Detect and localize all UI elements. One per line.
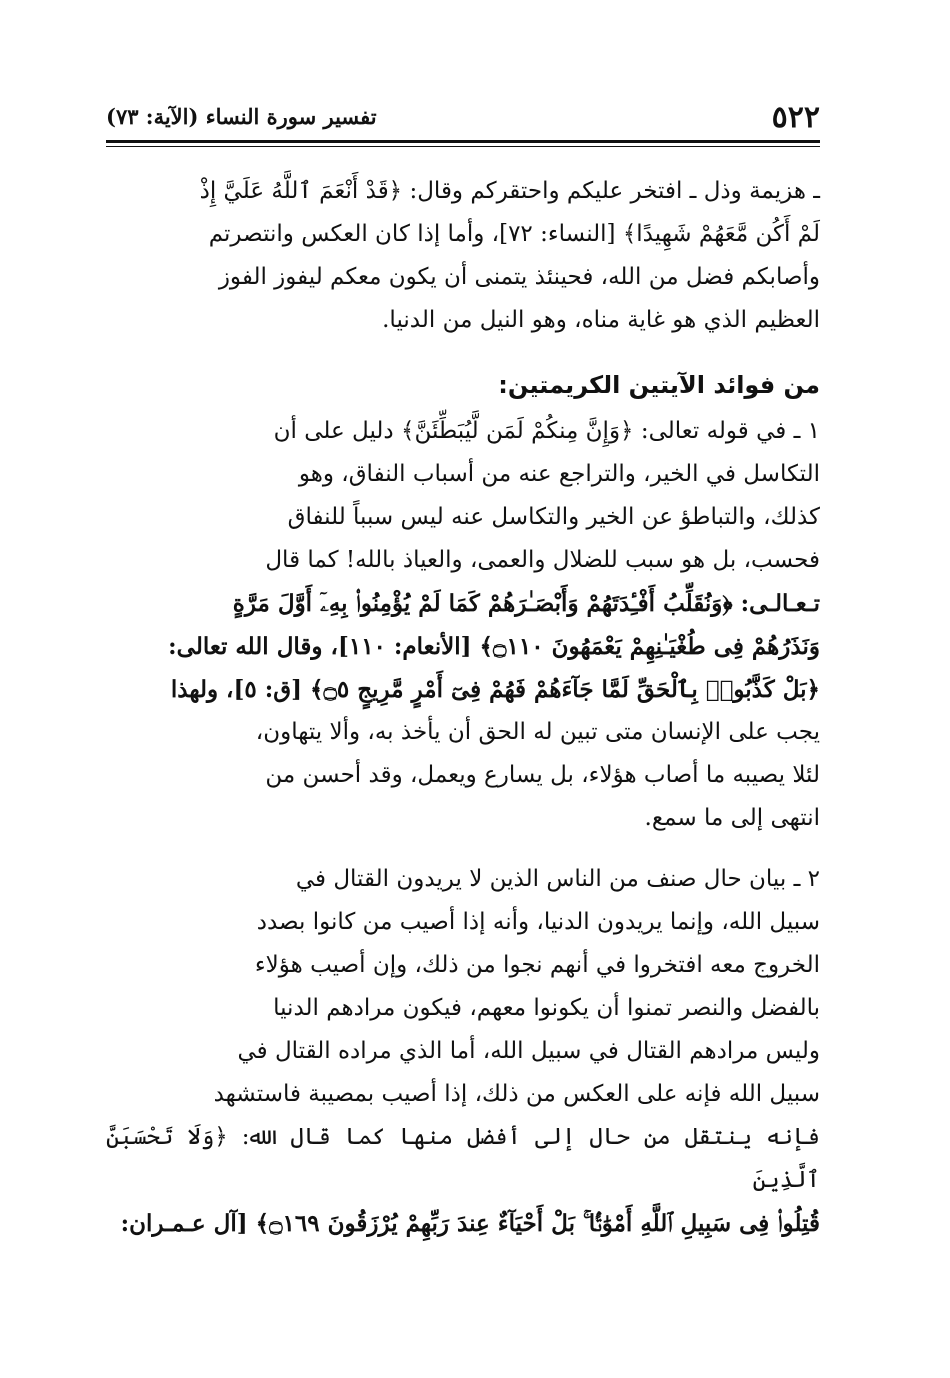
text-line: ـ هزيمة وذل ـ افتخر عليكم واحتقركم وقال: ﴿قَدْ أَنْعَمَ ٱللَّهُ عَلَيَّ إِذْ [199,178,820,204]
quran-verse-line: وَنَذَرُهُمْ فِى طُغْيَـٰنِهِمْ يَعْمَهُونَ ۝١١٠﴾ [الأنعام: ١١٠]، وقال الله تعالى: [168,633,820,660]
header-rule-thick [106,140,820,143]
page-number: ٥٢٢ [771,100,820,135]
page-content [106,170,820,1245]
text-line: الخروج معه افتخروا في أنهم نجوا من ذلك، وإن أصيب هؤلاء [254,952,820,978]
text-line: يجب على الإنسان متى تبين له الحق أن يأخذ به، وألا يتهاون، [255,719,820,745]
text-line: لئلا يصيبه ما أصاب هؤلاء، بل يسارع ويعمل، وقد أحسن من [265,762,820,788]
section-heading: من فوائد الآيتين الكريمتين: [498,371,820,399]
text-line: كذلك، والتباطؤ عن الخير والتكاسل عنه ليس سبباً للنفاق [287,504,820,530]
text-line: انتهى إلى ما سمع. [644,805,820,831]
text-line: سبيل الله، وإنما يريدون الدنيا، وأنه إذا أصيب من كانوا بصدد [256,909,820,935]
text-line: ١ ـ في قوله تعالى: ﴿وَإِنَّ مِنكُمْ لَمَن لَّيُبَطِّئَنَّ﴾ دليل على أن [273,418,820,444]
text-line: فإنه ينتقل من حال إلى أفضل منها كما قال الله: ﴿وَلَا تَحْسَبَنَّ ٱلَّذِينَ [106,1124,820,1193]
text-line: العظيم الذي هو غاية مناه، وهو النيل من الدنيا. [382,307,820,333]
text-line: وليس مرادهم القتال في سبيل الله، أما الذي مراده القتال في [237,1038,820,1064]
page-header [106,96,820,136]
quran-verse-line: قُتِلُوا۟ فِى سَبِيلِ ٱللَّهِ أَمْوَٰتًۢا ۚ بَلْ أَحْيَآءٌ عِندَ رَبِّهِمْ يُرْزَقُونَ ۝١٦٩﴾ [آل عـمـران: [120,1210,820,1237]
text-line: وأصابكم فضل من الله، فحينئذ يتمنى أن يكون معكم ليفوز الفوز [218,264,820,290]
text-line: سبيل الله فإنه على العكس من ذلك، إذا أصيب بمصيبة فاستشهد [213,1081,820,1107]
header-rule-thin [106,146,820,147]
quran-verse-line: ﴿بَلْ كَذَّبُوا۟ بِٱلْحَقِّ لَمَّا جَآءَهُمْ فَهُمْ فِىٓ أَمْرٍ مَّرِيجٍ ۝٥﴾ [ق: ٥]، ولهذا [170,676,820,703]
text-line: بالفضل والنصر تمنوا أن يكونوا معهم، فيكون مرادهم الدنيا [273,995,820,1021]
text-line: التكاسل في الخير، والتراجع عنه من أسباب النفاق، وهو [298,461,820,487]
running-title: تفسير سورة النساء (الآية: ٧٣) [106,104,377,129]
text-line: فحسب، بل هو سبب للضلال والعمى، والعياذ بالله! كما قال [265,547,820,573]
quran-verse-line: تـعـالـى: ﴿وَنُقَلِّبُ أَفْـِٔدَتَهُمْ وَأَبْصَـٰرَهُمْ كَمَا لَمْ يُؤْمِنُوا۟ بِهِۦٓ أَوَّلَ مَرَّةٍ [232,590,820,617]
text-line: لَمْ أَكُن مَّعَهُمْ شَهِيدًا﴾ [النساء: ٧٢]، وأما إذا كان العكس وانتصرتم [208,221,820,247]
text-line: ٢ ـ بيان حال صنف من الناس الذين لا يريدون القتال في [295,866,820,892]
